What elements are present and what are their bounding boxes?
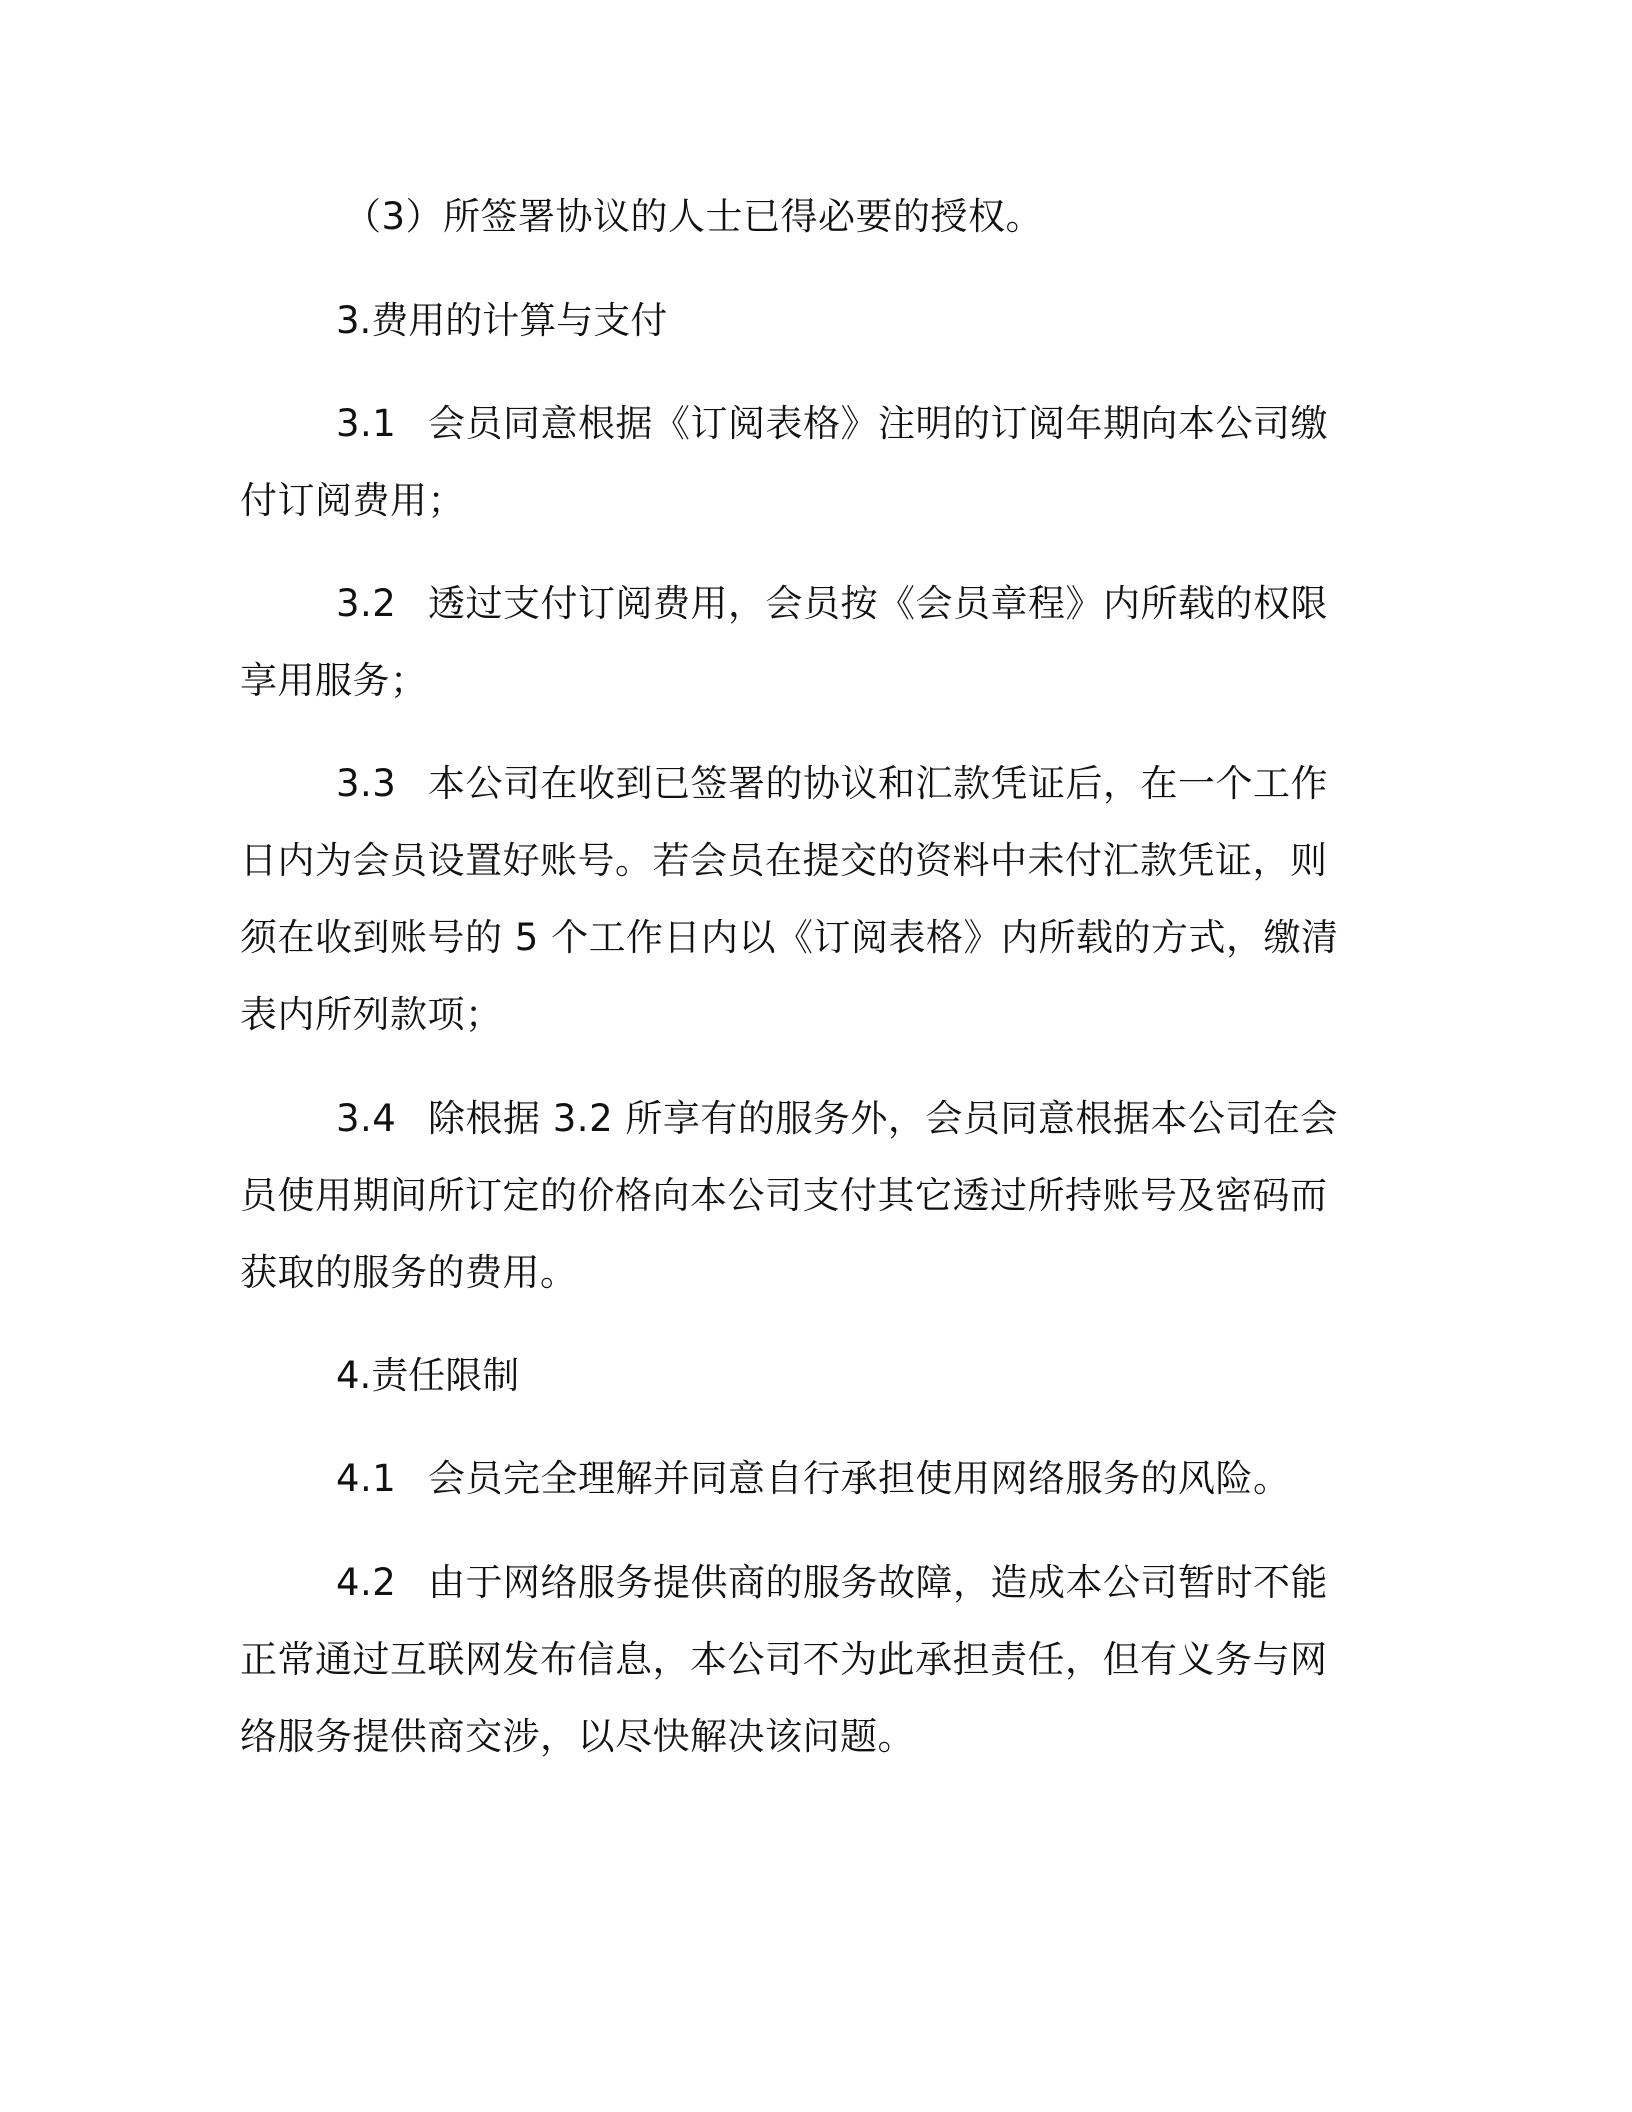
clause-3-1-number: 3.1 [336, 402, 397, 445]
clause-authorization: （3）所签署协议的人士已得必要的授权。 [344, 195, 1044, 238]
clause-3-3 [240, 745, 1360, 1053]
clause-3-1 [240, 385, 1360, 539]
section-4-heading: 4.责任限制 [336, 1354, 520, 1397]
clause-3-4-text: 除根据 3.2 所享有的服务外，会员同意根据本公司在会员使用期间所订定的价格向本公司支付其它透过所持账号及密码而获取的服务的费用。 [240, 1097, 1338, 1294]
clause-3-2 [240, 565, 1360, 719]
clause-3-1-text: 会员同意根据《订阅表格》注明的订阅年期向本公司缴付订阅费用； [240, 402, 1328, 522]
clause-4-1 [240, 1440, 1360, 1517]
clause-4-2 [240, 1544, 1360, 1775]
clause-3-2-number: 3.2 [336, 582, 397, 625]
clause-4-2-text: 由于网络服务提供商的服务故障，造成本公司暂时不能正常通过互联网发布信息，本公司不为此承担责任，但有义务与网络服务提供商交涉，以尽快解决该问题。 [240, 1561, 1328, 1758]
clause-4-1-number: 4.1 [336, 1457, 397, 1500]
section-3-heading: 3.费用的计算与支付 [336, 299, 668, 342]
clause-3-3-text: 本公司在收到已签署的协议和汇款凭证后，在一个工作日内为会员设置好账号。若会员在提交的资料中未付汇款凭证，则须在收到账号的 5 个工作日内以《订阅表格》内所载的方式，缴清表内所列款项； [240, 762, 1339, 1036]
clause-3-4 [240, 1080, 1360, 1311]
clause-3-3-number: 3.3 [336, 762, 397, 805]
clause-3-2-text: 透过支付订阅费用，会员按《会员章程》内所载的权限享用服务； [240, 582, 1328, 702]
clause-3-4-number: 3.4 [336, 1097, 397, 1140]
clause-4-1-text: 会员完全理解并同意自行承担使用网络服务的风险。 [428, 1457, 1291, 1500]
clause-4-2-number: 4.2 [336, 1561, 397, 1604]
